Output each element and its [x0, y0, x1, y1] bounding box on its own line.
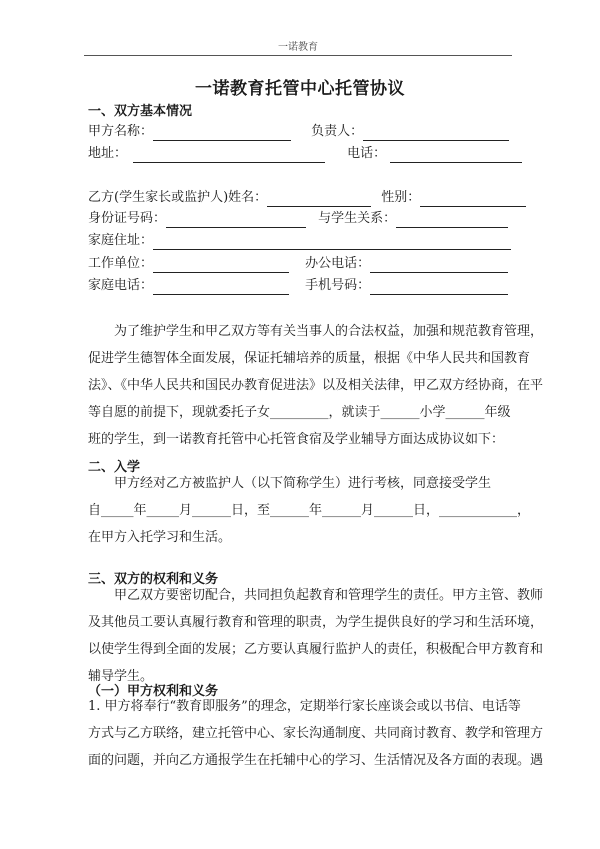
home-phone-field[interactable]: [153, 280, 289, 295]
gender-label: 性别：: [381, 190, 421, 205]
phone-field[interactable]: [390, 148, 522, 163]
address-label: 地址：: [88, 146, 128, 161]
home-address-field[interactable]: [153, 235, 511, 250]
office-phone-label: 办公电话：: [305, 256, 371, 271]
id-number-field[interactable]: [166, 213, 306, 228]
mobile-label: 手机号码：: [305, 278, 371, 293]
form-row-address: [88, 145, 522, 163]
section-heading-rights: 三、双方的权利和义务: [88, 572, 219, 587]
form-row-party-a: [88, 123, 509, 141]
document-title: 一诺教育托管中心托管协议: [195, 79, 405, 99]
subsection-heading-party-a: （一）甲方权利和义务: [88, 684, 219, 699]
address-field[interactable]: [133, 148, 325, 163]
party-b-name-label: 乙方(学生家长或监护人)姓名：: [88, 190, 268, 205]
form-row-home-address: [88, 232, 511, 250]
mobile-field[interactable]: [370, 280, 508, 295]
rights-paragraph: 甲乙双方要密切配合，共同担负起教育和管理学生的责任。甲方主管、教师 及其他员工要认真履行教育和管理的职责，为学生提供良好的学习和生活环境， 以使学生得到全面的发展；乙方要认真履行监护人的责任，积极配合甲方教育和 辅导学生。: [88, 588, 544, 684]
relation-field[interactable]: [396, 213, 508, 228]
work-unit-label: 工作单位：: [88, 256, 154, 271]
form-row-id: [88, 210, 508, 228]
enrollment-paragraph: 甲方经对乙方被监护人（以下简称学生）进行考核，同意接受学生 自_____年_____月______日，至______年______月______日，____________， 在甲方入托学习和生活。: [88, 476, 531, 545]
running-header: 一诺教育: [278, 42, 318, 53]
gender-field[interactable]: [420, 192, 526, 207]
intro-paragraph: 为了维护学生和甲乙双方等有关当事人的合法权益，加强和规范教育管理， 促进学生德智体全面发展，保证托辅培养的质量，根据《中华人民共和国教育 法》、《中华人民共和国民办教育促进法》以及相关法律，甲乙双方经协商，在平 等自愿的前提下，现就委托子女_________，就读于______小学______年级 班的学生，到一诺教育托管中心托管食宿及学业辅导方面达成协议如下：: [88, 324, 544, 447]
party-b-name-field[interactable]: [267, 192, 371, 207]
party-a-item-1: 1. 甲方将奉行“教育即服务”的理念，定期举行家长座谈会或以书信、电话等 方式与乙方联络，建立托管中心、家长沟通制度、共同商讨教育、教学和管理方 面的问题，并向乙方通报学生在托辅中心的学习、生活情况及各方面的表现。遇: [88, 699, 544, 768]
home-phone-label: 家庭电话：: [88, 278, 154, 293]
phone-label: 电话：: [347, 146, 387, 161]
party-a-name-field[interactable]: [153, 126, 291, 141]
form-row-work: [88, 255, 508, 273]
section-heading-basic-info: 一、双方基本情况: [88, 104, 193, 119]
party-a-name-label: 甲方名称：: [88, 124, 154, 139]
form-row-phones: [88, 277, 508, 295]
relation-label: 与学生关系：: [318, 211, 397, 226]
form-row-party-b: [88, 189, 526, 207]
office-phone-field[interactable]: [370, 258, 508, 273]
responsible-field[interactable]: [363, 126, 509, 141]
responsible-label: 负责人：: [311, 124, 364, 139]
section-heading-enrollment: 二、入学: [88, 460, 141, 475]
header-divider: [84, 55, 512, 56]
work-unit-field[interactable]: [153, 258, 289, 273]
home-address-label: 家庭住址：: [88, 233, 154, 248]
id-number-label: 身份证号码：: [88, 211, 167, 226]
